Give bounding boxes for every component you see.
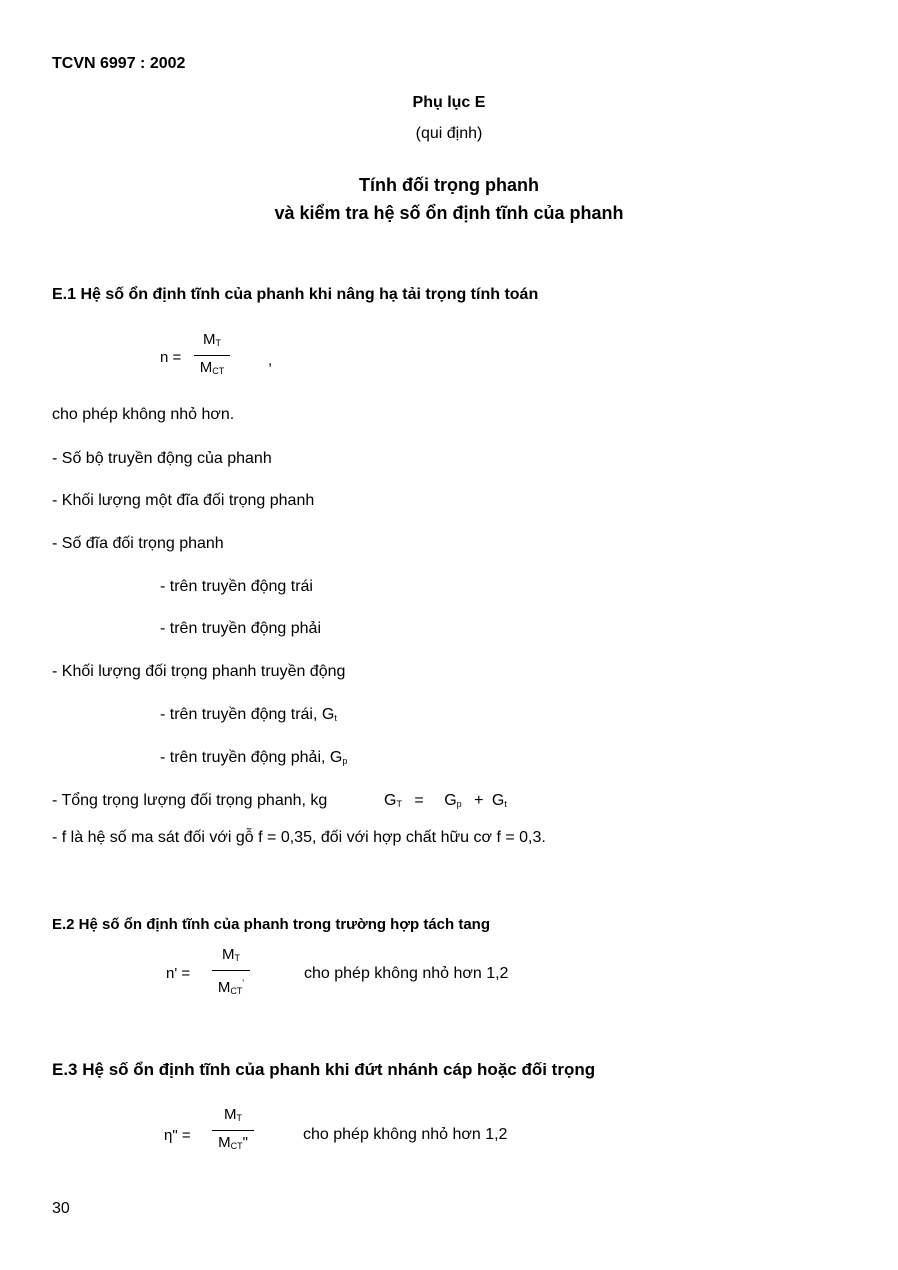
list-item: - Số đĩa đối trọng phanh bbox=[52, 535, 224, 552]
fraction-bar bbox=[212, 970, 250, 971]
e1-formula-lhs: n = bbox=[160, 349, 182, 366]
appendix-heading-line2: và kiểm tra hệ số ổn định tĩnh của phanh bbox=[274, 203, 624, 223]
e3-note: cho phép không nhỏ hơn 1,2 bbox=[303, 1126, 508, 1143]
section-e1-heading: E.1 Hệ số ổn định tĩnh của phanh khi nâng hạ tải trọng tính toán bbox=[52, 286, 539, 303]
total-weight-formula: $G_T = G_p + G_t$ bbox=[384, 792, 507, 809]
e1-note: cho phép không nhỏ hơn. bbox=[52, 406, 235, 423]
list-subitem: - trên truyền động trái, $G_t$ bbox=[160, 706, 337, 723]
e1-fraction bbox=[194, 331, 230, 380]
list-subitem: - trên truyền động phải, $G_p$ bbox=[160, 749, 348, 766]
e3-fraction bbox=[212, 1106, 254, 1155]
list-item: - Tổng trọng lượng đối trọng phanh, kg bbox=[52, 792, 328, 809]
appendix-subtitle: (qui định) bbox=[415, 125, 483, 142]
standard-code: TCVN 6997 : 2002 bbox=[52, 55, 186, 72]
fraction-bar bbox=[194, 355, 230, 356]
list-subitem: - trên truyền động phải bbox=[160, 620, 321, 637]
list-subitem: - trên truyền động trái bbox=[160, 578, 313, 595]
list-item: - Khối lượng đối trọng phanh truyền động bbox=[52, 663, 346, 680]
appendix-heading-line1: Tính đối trọng phanh bbox=[359, 175, 539, 195]
e1-formula-comma: , bbox=[268, 352, 273, 369]
e2-fraction-numerator: $M_T$ bbox=[222, 946, 240, 963]
e1-fraction-denominator: $M_{CT}$ bbox=[199, 359, 225, 376]
list-item: - Khối lượng một đĩa đối trọng phanh bbox=[52, 492, 315, 509]
section-e2-heading: E.2 Hệ số ổn định tĩnh của phanh trong trường hợp tách tang bbox=[52, 916, 491, 933]
e3-formula-lhs: η" = bbox=[164, 1127, 191, 1144]
section-e3-heading: E.3 Hệ số ổn định tĩnh của phanh khi đứt nhánh cáp hoặc đối trọng bbox=[52, 1060, 596, 1079]
fraction-bar bbox=[212, 1130, 254, 1131]
appendix-title: Phụ lục E bbox=[412, 94, 486, 111]
e2-formula-lhs: n' = bbox=[166, 965, 191, 982]
e2-fraction-denominator: $M_{CT}'$ bbox=[217, 978, 245, 996]
e3-fraction-numerator: $M_T$ bbox=[224, 1106, 242, 1123]
page-number: 30 bbox=[52, 1200, 70, 1217]
list-item: - Số bộ truyền động của phanh bbox=[52, 450, 272, 467]
list-item: - f là hệ số ma sát đối với gỗ f = 0,35, đối với hợp chất hữu cơ f = 0,3. bbox=[52, 829, 546, 846]
e3-fraction-denominator: $M_{CT}$" bbox=[218, 1134, 248, 1151]
e1-fraction-numerator: $M_T$ bbox=[203, 331, 221, 348]
e2-fraction bbox=[212, 946, 250, 1000]
e2-note: cho phép không nhỏ hơn 1,2 bbox=[304, 965, 509, 982]
